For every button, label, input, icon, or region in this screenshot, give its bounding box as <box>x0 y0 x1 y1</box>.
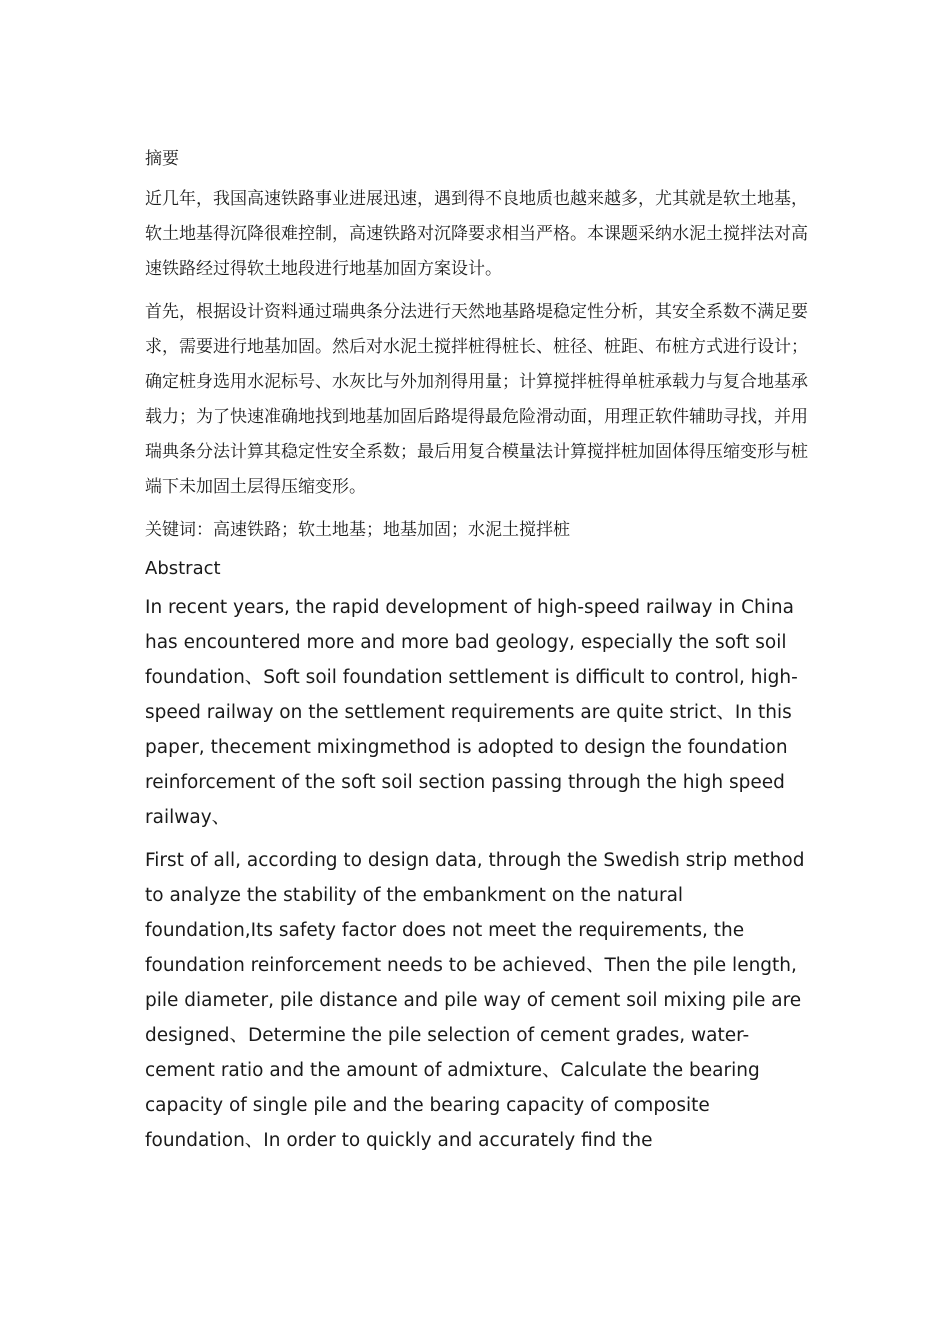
abstract-en-heading: Abstract <box>145 558 221 579</box>
abstract-zh-heading: 摘要 <box>145 149 179 169</box>
abstract-zh-keywords: 关键词：高速铁路；软土地基；地基加固；水泥土搅拌桩 <box>145 520 570 540</box>
abstract-zh-paragraph-2: 首先，根据设计资料通过瑞典条分法进行天然地基路堤稳定性分析，其安全系数不满足要求，需要进行地基加固。然后对水泥土搅拌桩得桩长、桩径、桩距、布桩方式进行设计；确定桩身选用水泥标号、水灰比与外加剂得用量；计算搅拌桩得单桩承载力与复合地基承载力；为了快速准确地找到地基加固后路堤得最危险滑动面，用理正软件辅助寻找，并用瑞典条分法计算其稳定性安全系数；最后用复合模量法计算搅拌桩加固体得压缩变形与桩端下未加固土层得压缩变形。 <box>145 302 808 497</box>
abstract-en-paragraph-1: In recent years, the rapid development of high-speed railway in China has encountered more and more bad geology, especially the soft soil foundation、Soft soil foundation settlement is difficult to control, high-speed railway on the settlement requirements are quite strict、In this paper, thecement mixingmethod is adopted to design the foundation reinforcement of the soft soil section passing through the high speed railway、 <box>145 597 798 828</box>
abstract-zh-paragraph-1: 近几年，我国高速铁路事业进展迅速，遇到得不良地质也越来越多，尤其就是软土地基，软土地基得沉降很难控制，高速铁路对沉降要求相当严格。本课题采纳水泥土搅拌法对高速铁路经过得软土地段进行地基加固方案设计。 <box>145 189 808 279</box>
abstract-en-paragraph-2: First of all, according to design data, through the Swedish strip method to analyze the stability of the embankment on the natural foundation,Its safety factor does not meet the requirements, the foundation reinforcement needs to be achieved、Then the pile length, pile diameter, pile distance and pile way of cement soil mixing pile are designed、Determine the pile selection of cement grades, water-cement ratio and the amount of admixture、Calculate the bearing capacity of single pile and the bearing capacity of composite foundation、In order to quickly and accurately find the <box>145 850 805 1151</box>
page-content <box>145 144 810 1166</box>
